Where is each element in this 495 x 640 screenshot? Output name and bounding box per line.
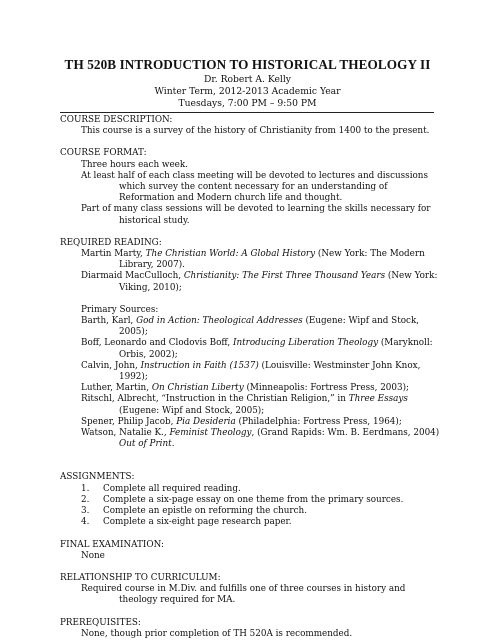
reading-entry: Diarmaid MacCulloch, Christianity: The First Three Thousand Years (New York: Viking, 2010); (81, 271, 438, 293)
section-heading: ASSIGNMENTS: (60, 472, 135, 483)
assignment-number: 2. (81, 494, 90, 505)
assignment-number: 3. (81, 506, 90, 517)
section-assignments (60, 472, 440, 528)
header-divider (60, 112, 434, 113)
prerequisites-text: None, though prior completion of TH 520A is recommended. (81, 628, 353, 639)
primary-source-entry: Watson, Natalie K., Feminist Theology, (Grand Rapids: Wm. B. Eerdmans, 2004) Out of Print. (81, 428, 440, 450)
format-item: At least half of each class meeting will be devoted to lectures and discussions which survey the content necessary for an understanding of Reformation and Modern church life and thought. (81, 170, 428, 204)
section-heading: COURSE FORMAT: (60, 148, 147, 159)
primary-source-entry: Ritschl, Albrecht, “Instruction in the Christian Religion,” in Three Essays (Eugene: Wipf and Stock, 2005); (81, 394, 408, 416)
section-relationship-to-curriculum (60, 573, 440, 607)
assignment-item (81, 495, 440, 506)
assignment-text: Complete a six-eight page research paper. (103, 517, 292, 528)
section-heading: FINAL EXAMINATION: (60, 539, 164, 550)
assignment-item (81, 506, 440, 517)
assignment-text: Complete an epistle on reforming the church. (103, 506, 308, 517)
assignment-list (60, 484, 440, 529)
relationship-text: Required course in M.Div. and fulfills one of three courses in history and theology required for MA. (81, 584, 406, 606)
reading-entry: Martin Marty, The Christian World: A Global History (New York: The Modern Library, 2007). (81, 249, 425, 271)
section-course-description (60, 115, 440, 137)
assignment-item (81, 517, 440, 528)
format-item: Part of many class sessions will be devoted to learning the skills necessary for historical study. (81, 204, 431, 226)
section-heading: PREREQUISITES: (60, 617, 141, 628)
section-final-examination (60, 540, 440, 562)
assignment-text: Complete a six-page essay on one theme from the primary sources. (103, 494, 404, 505)
instructor-name: Dr. Robert A. Kelly (204, 74, 291, 85)
section-heading: COURSE DESCRIPTION: (60, 115, 173, 125)
section-required-reading (60, 238, 440, 451)
section-prerequisites (60, 618, 440, 640)
primary-source-entry: Spener, Philip Jacob, Pia Desideria (Philadelphia: Fortress Press, 1964); (81, 416, 402, 427)
schedule-line: Tuesdays, 7:00 PM – 9:50 PM (178, 97, 317, 109)
primary-source-entry: Barth, Karl, God in Action: Theological Addresses (Eugene: Wipf and Stock, 2005); (81, 316, 420, 338)
assignment-number: 4. (81, 517, 90, 528)
primary-source-entry: Calvin, John, Instruction in Faith (1537) (Louisville: Westminster John Knox, 1992); (81, 360, 421, 383)
primary-sources-heading: Primary Sources: (81, 304, 159, 315)
format-item: Three hours each week. (81, 159, 188, 170)
assignment-text: Complete all required reading. (103, 483, 241, 494)
course-description-text: This course is a survey of the history of Christianity from 1400 to the present. (81, 126, 430, 137)
assignment-number: 1. (81, 483, 90, 494)
term-line: Winter Term, 2012-2013 Academic Year (154, 85, 341, 97)
final-examination-text: None (81, 550, 105, 561)
section-course-format (60, 148, 440, 226)
assignment-item (81, 484, 440, 495)
section-heading: RELATIONSHIP TO CURRICULUM: (60, 572, 221, 583)
syllabus-body (60, 115, 440, 640)
primary-source-entry: Luther, Martin, On Christian Liberty (Minneapolis: Fortress Press, 2003); (81, 383, 409, 394)
primary-source-entry: Boff, Leonardo and Clodovis Boff, Introducing Liberation Theology (Maryknoll: Orbis, 2002); (81, 338, 433, 360)
section-heading: REQUIRED READING: (60, 237, 162, 248)
document-header (60, 57, 435, 109)
course-title: TH 520B INTRODUCTION TO HISTORICAL THEOLOGY II (64, 57, 431, 72)
